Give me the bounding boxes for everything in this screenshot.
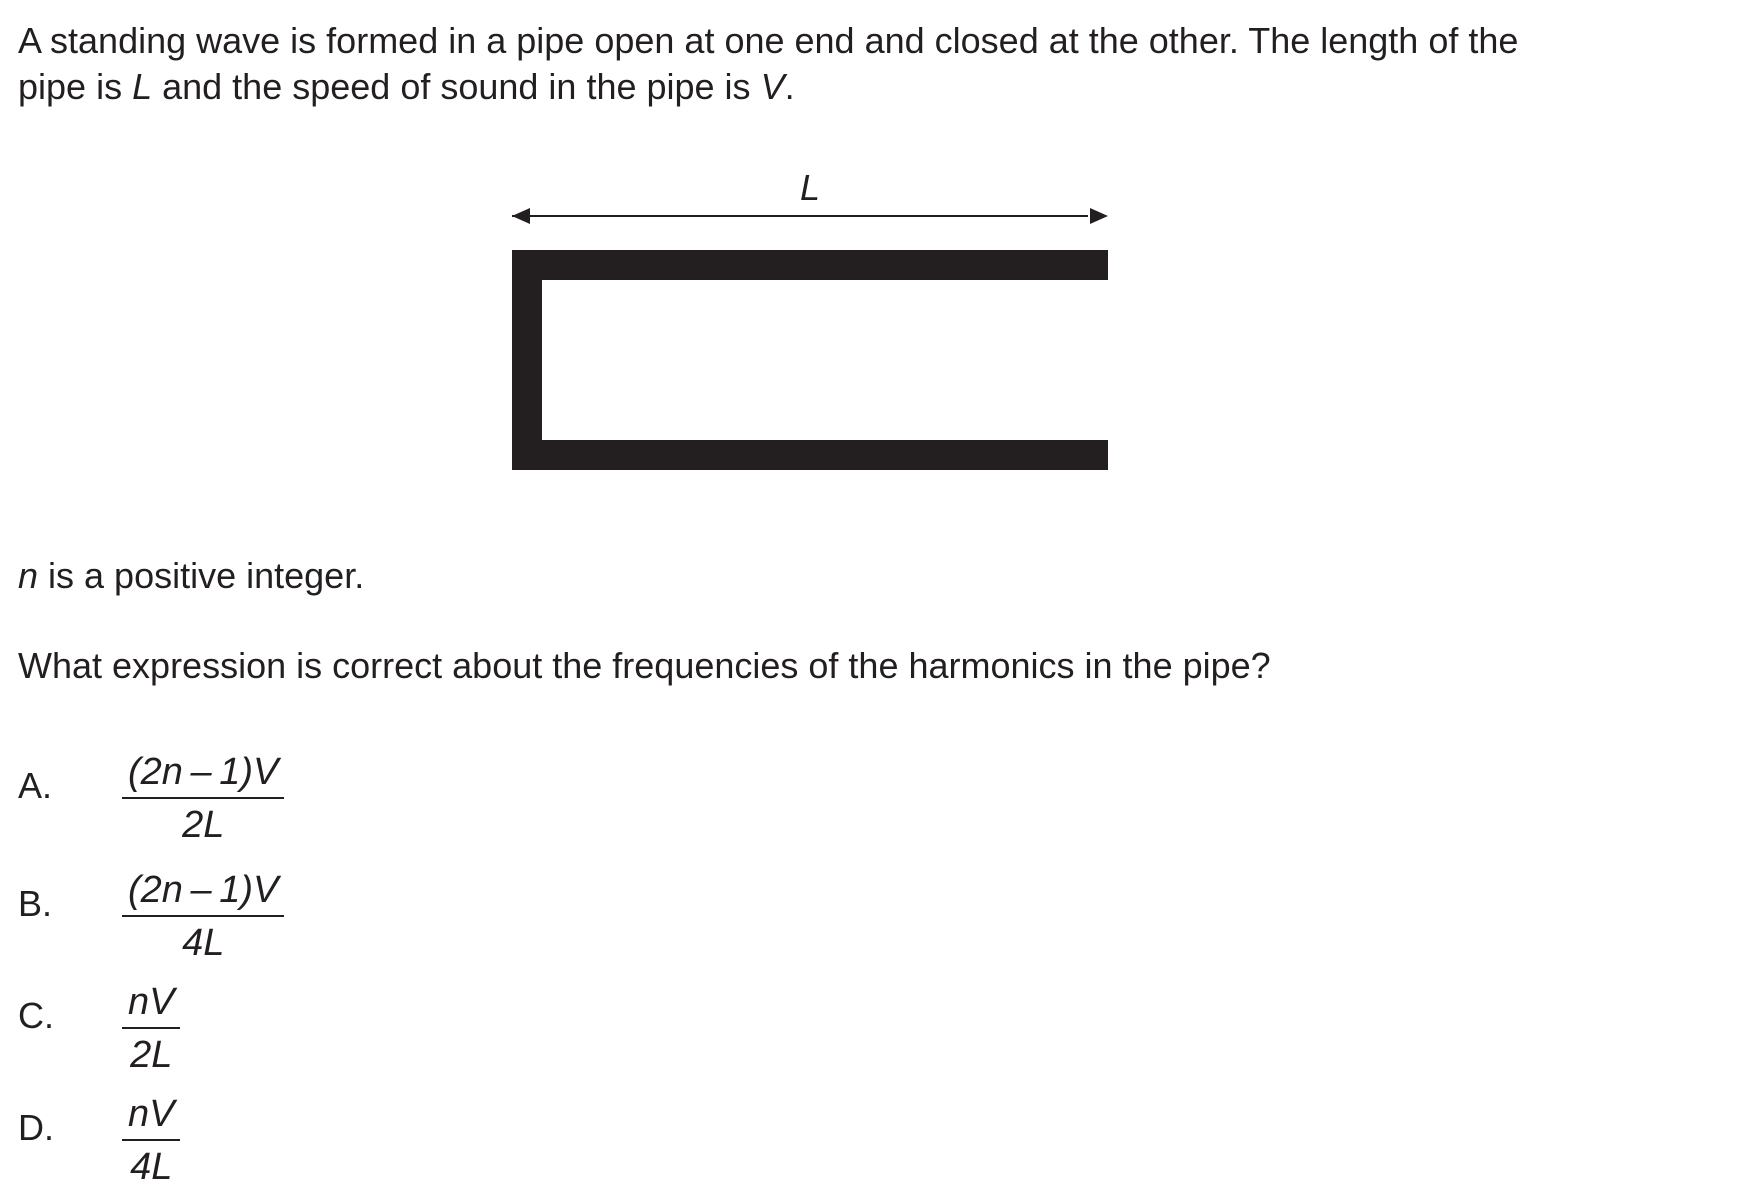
question-prompt: What expression is correct about the frequencies of the harmonics in the pipe? <box>18 645 1271 686</box>
intro-line-1: A standing wave is formed in a pipe open at one end and closed at the other. The length of the <box>18 20 1519 61</box>
length-arrow-left-head <box>512 208 530 224</box>
option-d[interactable] <box>18 1092 418 1202</box>
option-a[interactable] <box>18 750 418 860</box>
fraction-bar <box>122 1139 180 1141</box>
option-a-label: A. <box>18 765 53 806</box>
option-b-numerator: (2n – 1)V <box>128 869 279 911</box>
length-variable: L <box>132 66 153 107</box>
pipe-bottom-wall <box>512 440 1108 470</box>
length-arrow-right-head <box>1090 208 1108 224</box>
fraction-bar <box>122 797 284 799</box>
speed-variable: V <box>760 66 785 107</box>
option-d-fraction <box>122 1092 180 1189</box>
option-b-denominator: 4L <box>182 922 225 964</box>
option-c-numerator: nV <box>128 981 175 1023</box>
option-d-label: D. <box>18 1107 54 1148</box>
option-d-denominator: 4L <box>130 1146 173 1188</box>
intro-line-2b: and the speed of sound in the pipe is <box>152 66 761 107</box>
n-variable: n <box>18 555 39 596</box>
intro-line-2a: pipe is <box>18 66 133 107</box>
option-c-label: C. <box>18 995 54 1036</box>
pipe-closed-end <box>512 250 542 470</box>
option-c-fraction <box>122 980 180 1077</box>
option-a-denominator: 2L <box>182 804 225 846</box>
pipe-diagram <box>490 155 1130 505</box>
option-d-numerator: nV <box>128 1093 175 1135</box>
n-definition-text: is a positive integer. <box>38 555 365 596</box>
length-label: L <box>799 167 821 208</box>
option-b-label: B. <box>18 883 53 924</box>
option-b[interactable] <box>18 868 418 978</box>
question-intro <box>18 18 1518 110</box>
option-a-numerator: (2n – 1)V <box>128 751 279 793</box>
option-c[interactable] <box>18 980 418 1090</box>
option-a-fraction <box>122 750 284 847</box>
intro-line-2c: . <box>784 66 795 107</box>
option-c-denominator: 2L <box>130 1034 173 1076</box>
pipe-top-wall <box>512 250 1108 280</box>
option-b-fraction <box>122 868 284 965</box>
n-definition <box>18 553 364 599</box>
fraction-bar <box>122 915 284 917</box>
fraction-bar <box>122 1027 180 1029</box>
